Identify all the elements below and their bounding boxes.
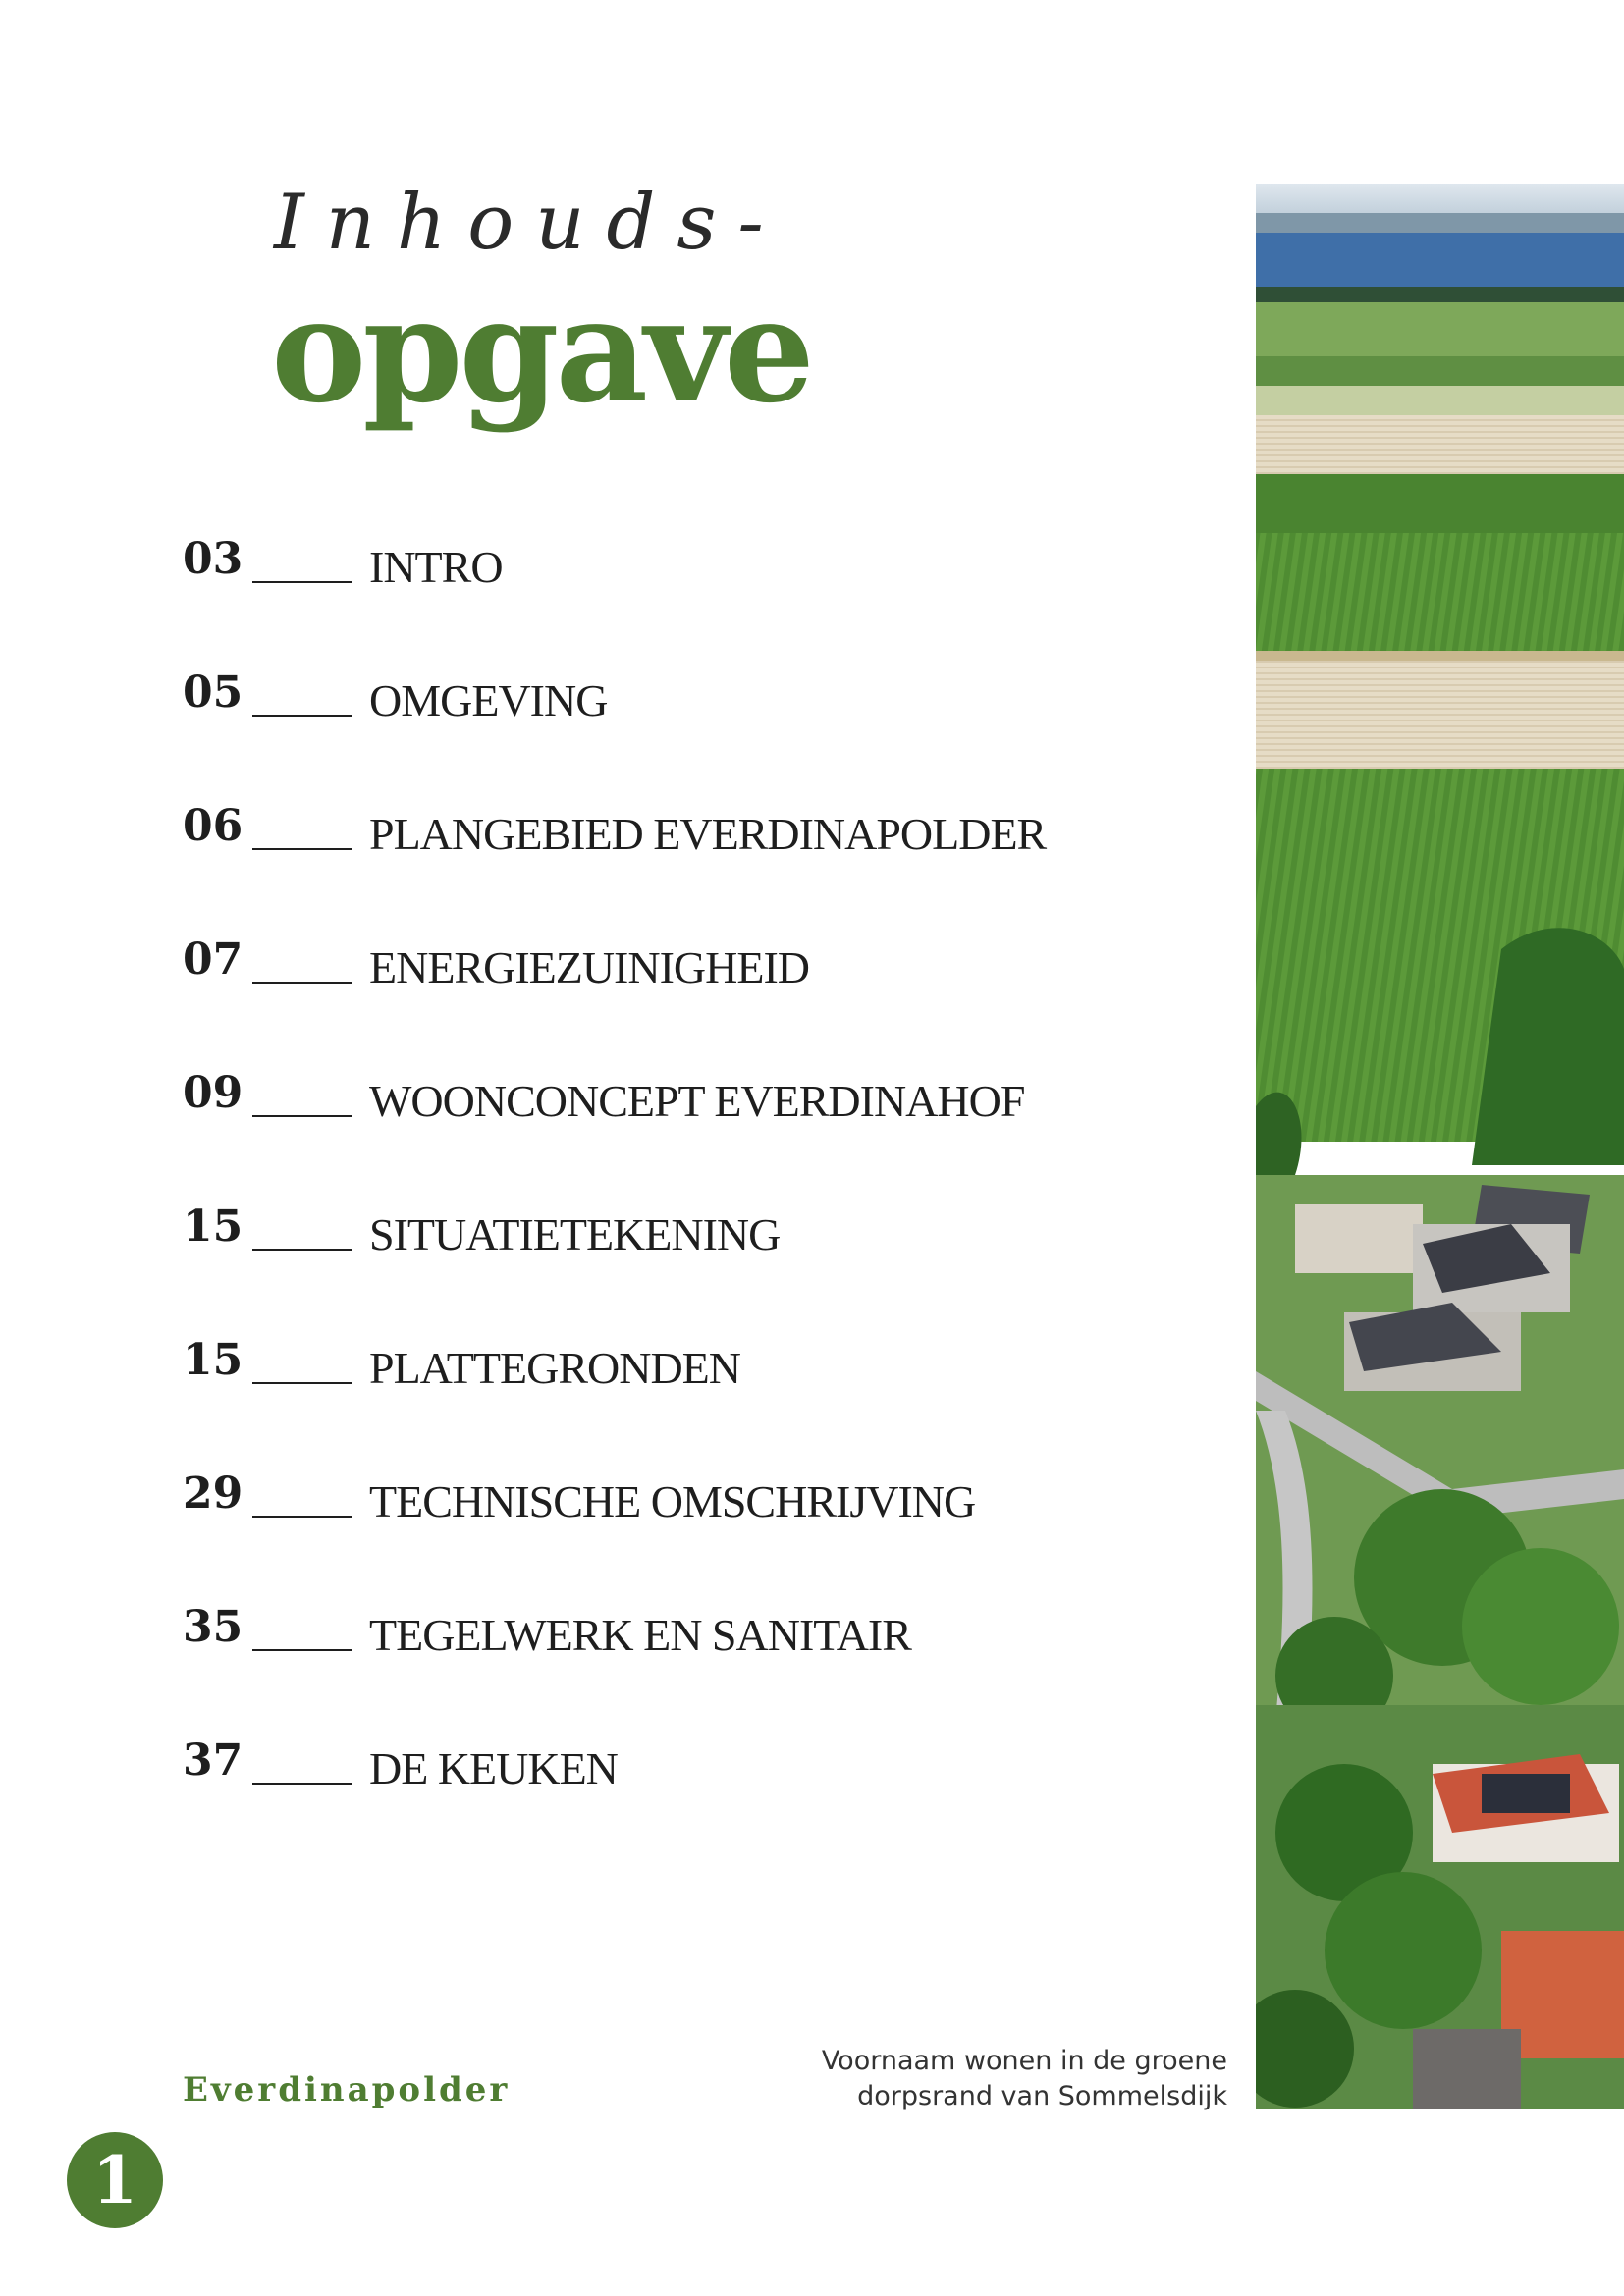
toc-page-number: 29 [183, 1468, 244, 1519]
title-line-2: opgave [271, 267, 811, 435]
toc-leader-line [252, 1649, 352, 1651]
page-number-badge: 1 [67, 2132, 163, 2228]
toc-leader-line [252, 982, 352, 984]
toc-leader-line [252, 848, 352, 850]
toc-label: WOONCONCEPT EVERDINAHOF [369, 1076, 1025, 1126]
toc-page-number: 06 [183, 801, 244, 851]
toc-leader-line [252, 581, 352, 583]
toc-leader-line [252, 1783, 352, 1785]
photo-caption [822, 2044, 1227, 2114]
caption-line-1: Voornaam wonen in de groene [821, 2046, 1227, 2076]
toc-label: TECHNISCHE OMSCHRIJVING [369, 1476, 976, 1526]
toc-page-number: 15 [183, 1335, 244, 1385]
toc-page-number: 07 [183, 934, 244, 985]
toc-page-number: 15 [183, 1201, 244, 1252]
caption-line-2: dorpsrand van Sommelsdijk [857, 2081, 1227, 2111]
toc-page-number: 37 [183, 1735, 244, 1786]
toc-leader-line [252, 1382, 352, 1384]
toc-label: OMGEVING [369, 675, 608, 725]
toc-page-number: 09 [183, 1068, 244, 1118]
toc-page-number: 03 [183, 534, 244, 584]
brand-name: Everdinapolder [183, 2070, 511, 2109]
toc-label: INTRO [369, 542, 503, 592]
toc-label: DE KEUKEN [369, 1743, 618, 1793]
toc-leader-line [252, 1115, 352, 1117]
toc-leader-line [252, 1249, 352, 1251]
toc-leader-line [252, 715, 352, 717]
toc-label: TEGELWERK EN SANITAIR [369, 1610, 911, 1660]
toc-label: ENERGIEZUINIGHEID [369, 942, 809, 992]
title-line-1: Inhouds- [274, 179, 785, 267]
toc-label: SITUATIETEKENING [369, 1209, 781, 1259]
toc-label: PLANGEBIED EVERDINAPOLDER [369, 809, 1047, 859]
toc-label: PLATTEGRONDEN [369, 1343, 740, 1393]
toc-page-number: 05 [183, 667, 244, 718]
toc-page-number: 35 [183, 1602, 244, 1652]
aerial-landscape-photo [1256, 184, 1624, 2109]
toc-leader-line [252, 1516, 352, 1518]
